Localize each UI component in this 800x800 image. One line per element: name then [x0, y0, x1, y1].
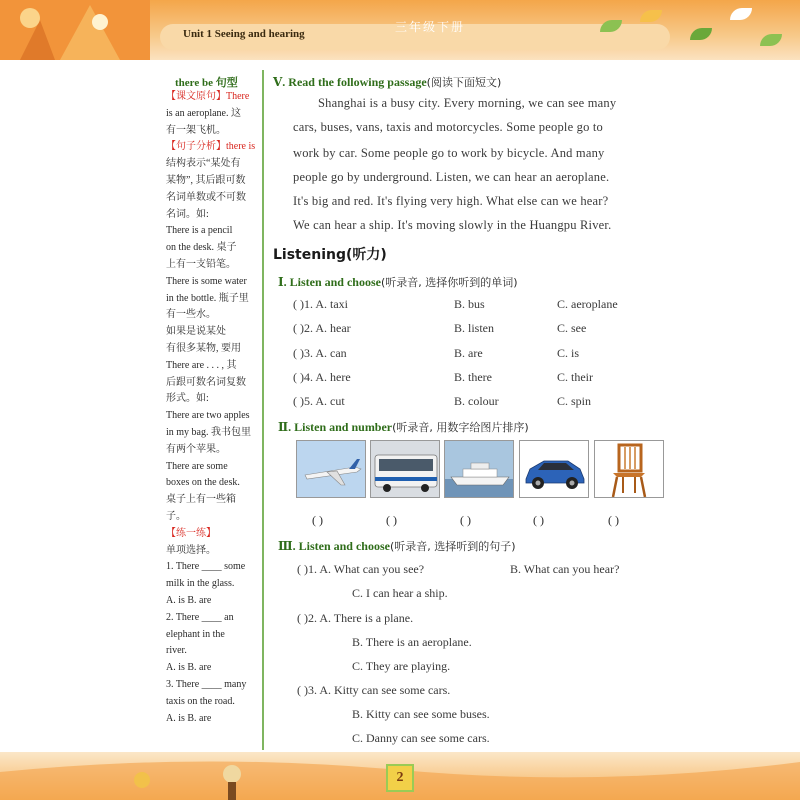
sentence-option: B. There is an aeroplane. [352, 635, 472, 649]
sidebar-line: 子。 [166, 511, 186, 522]
sidebar-line: 有一架飞机。 [166, 124, 226, 136]
sidebar-line: 【课文原句】There [166, 91, 250, 102]
sidebar-line: on the desk. 桌子 [166, 242, 237, 254]
section1-heading-en: Ⅰ. Listen and choose [278, 275, 381, 289]
leaf-icon [730, 8, 752, 20]
sidebar-line: elephant in the [166, 628, 225, 640]
listening-title: Listening(听力) [273, 247, 387, 263]
passage-line: We can hear a ship. It's moving slowly in the Huangpu River. [293, 218, 612, 232]
section5-heading-cn: (阅读下面短文) [426, 76, 502, 89]
sidebar-line: river. [166, 645, 187, 657]
sentence-option: B. Kitty can see some buses. [352, 707, 490, 721]
sidebar-line: There are some [166, 460, 228, 472]
sidebar-title: there be 句型 [175, 77, 238, 89]
sentence-option: ( )1. A. What can you see? [297, 562, 425, 576]
sidebar-line: There is a pencil [166, 225, 233, 237]
grade-label: 三年级下册 [395, 20, 466, 34]
sidebar-line: 名词单数或不可数 [166, 191, 246, 203]
sidebar-line: is an aeroplane. 这 [166, 107, 241, 119]
sidebar-line: 某物”, 其后跟可数 [166, 175, 246, 186]
passage-line: work by car. Some people go to work by bicycle. And many [293, 146, 605, 160]
question-option-a: ( )5. A. cut [293, 394, 345, 409]
sidebar-line: in the bottle. 瓶子里 [166, 292, 249, 304]
question-option-a: ( )1. A. taxi [293, 297, 348, 311]
ship-picture [444, 440, 514, 498]
bus-picture [370, 440, 440, 498]
section2-heading-cn: (听录音, 用数字给图片排序) [392, 421, 529, 434]
sidebar-line: 形式。如: [166, 393, 209, 405]
sentence-option: ( )2. A. There is a plane. [297, 611, 414, 625]
question-option-b: B. colour [454, 394, 499, 409]
question-option-c: C. aeroplane [557, 297, 618, 311]
sidebar-line: 有一些水。 [166, 309, 216, 321]
passage-line: Shanghai is a busy city. Every morning, we can see many [318, 96, 617, 110]
sidebar-line: 上有一支铅笔。 [166, 259, 236, 270]
unit-title: Unit 1 Seeing and hearing [183, 28, 305, 40]
sidebar-line: 结构表示“某处有 [166, 158, 241, 170]
sentence-option: B. What can you hear? [510, 562, 620, 576]
question-option-b: B. are [454, 345, 483, 360]
sentence-option: C. They are playing. [352, 659, 451, 673]
question-option-b: B. listen [454, 321, 495, 336]
passage-line: It's big and red. It's flying very high. What else can we hear? [293, 194, 609, 208]
question-option-a: ( )4. A. here [293, 369, 351, 384]
question-option-c: C. their [557, 369, 593, 384]
sidebar-line: A. is B. are [166, 662, 212, 674]
sidebar-line: 名词。如: [166, 208, 209, 220]
sidebar-line: 【句子分析】there is [166, 141, 256, 153]
page-header [0, 0, 800, 60]
sidebar-divider [262, 70, 264, 750]
sidebar-line: 有两个苹果。 [166, 443, 226, 455]
sidebar-line: 桌子上有一些箱 [166, 494, 236, 506]
sidebar-line: 有很多某物, 要用 [166, 343, 241, 354]
question-option-c: C. is [557, 345, 580, 360]
passage-line: cars, buses, vans, taxis and motorcycles. Some people go to [293, 120, 603, 134]
section3-heading-en: Ⅲ. Listen and choose [278, 539, 390, 553]
answer-blank[interactable]: ( ) [312, 513, 323, 527]
question-option-c: C. see [557, 321, 587, 336]
question-option-a: ( )3. A. can [293, 345, 347, 360]
sidebar-line: 后跟可数名词复数 [166, 376, 246, 388]
section2-heading-en: Ⅱ. Listen and number [278, 420, 393, 434]
sidebar-line: taxis on the road. [166, 695, 235, 707]
section5-heading-en: Ⅴ. Read the following passage [273, 75, 427, 89]
sidebar-line: 单项选择。 [166, 544, 216, 556]
sentence-option: C. Danny can see some cars. [352, 731, 490, 745]
chair-picture [594, 440, 664, 498]
sidebar-line: There are . . . , 其 [166, 359, 237, 371]
aeroplane-picture [296, 440, 366, 498]
section1-heading-cn: (听录音, 选择你听到的单词) [380, 276, 518, 289]
section2-heading [278, 419, 529, 435]
sidebar-line: There is some water [166, 275, 247, 287]
sidebar-line: 【练一练】 [166, 527, 216, 539]
sidebar-line: 3. There ____ many [166, 679, 247, 690]
sidebar-line: milk in the glass. [166, 578, 235, 590]
car-picture [519, 440, 589, 498]
section1-heading [278, 274, 518, 290]
leaf-icon [760, 34, 782, 46]
leaf-icon [640, 10, 662, 22]
page-number: 2 [386, 764, 414, 792]
section3-heading [278, 538, 516, 554]
answer-blank[interactable]: ( ) [460, 513, 471, 527]
question-option-b: B. bus [454, 297, 485, 311]
section3-heading-cn: (听录音, 选择听到的句子) [389, 540, 516, 553]
section5-heading [273, 74, 501, 90]
passage-line: people go by underground. Listen, we can hear an aeroplane. [293, 170, 610, 184]
sidebar-line: 如果是说某处 [166, 326, 226, 338]
sidebar-line: There are two apples [166, 410, 250, 422]
sidebar-line: A. is B. are [166, 595, 212, 606]
autumn-tree-decoration [0, 0, 150, 60]
question-option-c: C. spin [557, 394, 592, 409]
answer-blank[interactable]: ( ) [386, 513, 397, 527]
sentence-option: C. I can hear a ship. [352, 586, 448, 600]
leaf-icon [690, 28, 712, 40]
answer-blank[interactable]: ( ) [533, 513, 544, 527]
sidebar-line: A. is B. are [166, 712, 212, 724]
sidebar-line: 1. There ____ some [166, 561, 246, 573]
answer-blank[interactable]: ( ) [608, 513, 619, 527]
sidebar-line: boxes on the desk. [166, 477, 240, 489]
sentence-option: ( )3. A. Kitty can see some cars. [297, 683, 451, 697]
sidebar-line: 2. There ____ an [166, 611, 234, 623]
question-option-a: ( )2. A. hear [293, 321, 351, 336]
sidebar-line: in my bag. 我书包里 [166, 427, 251, 438]
question-option-b: B. there [454, 369, 492, 384]
